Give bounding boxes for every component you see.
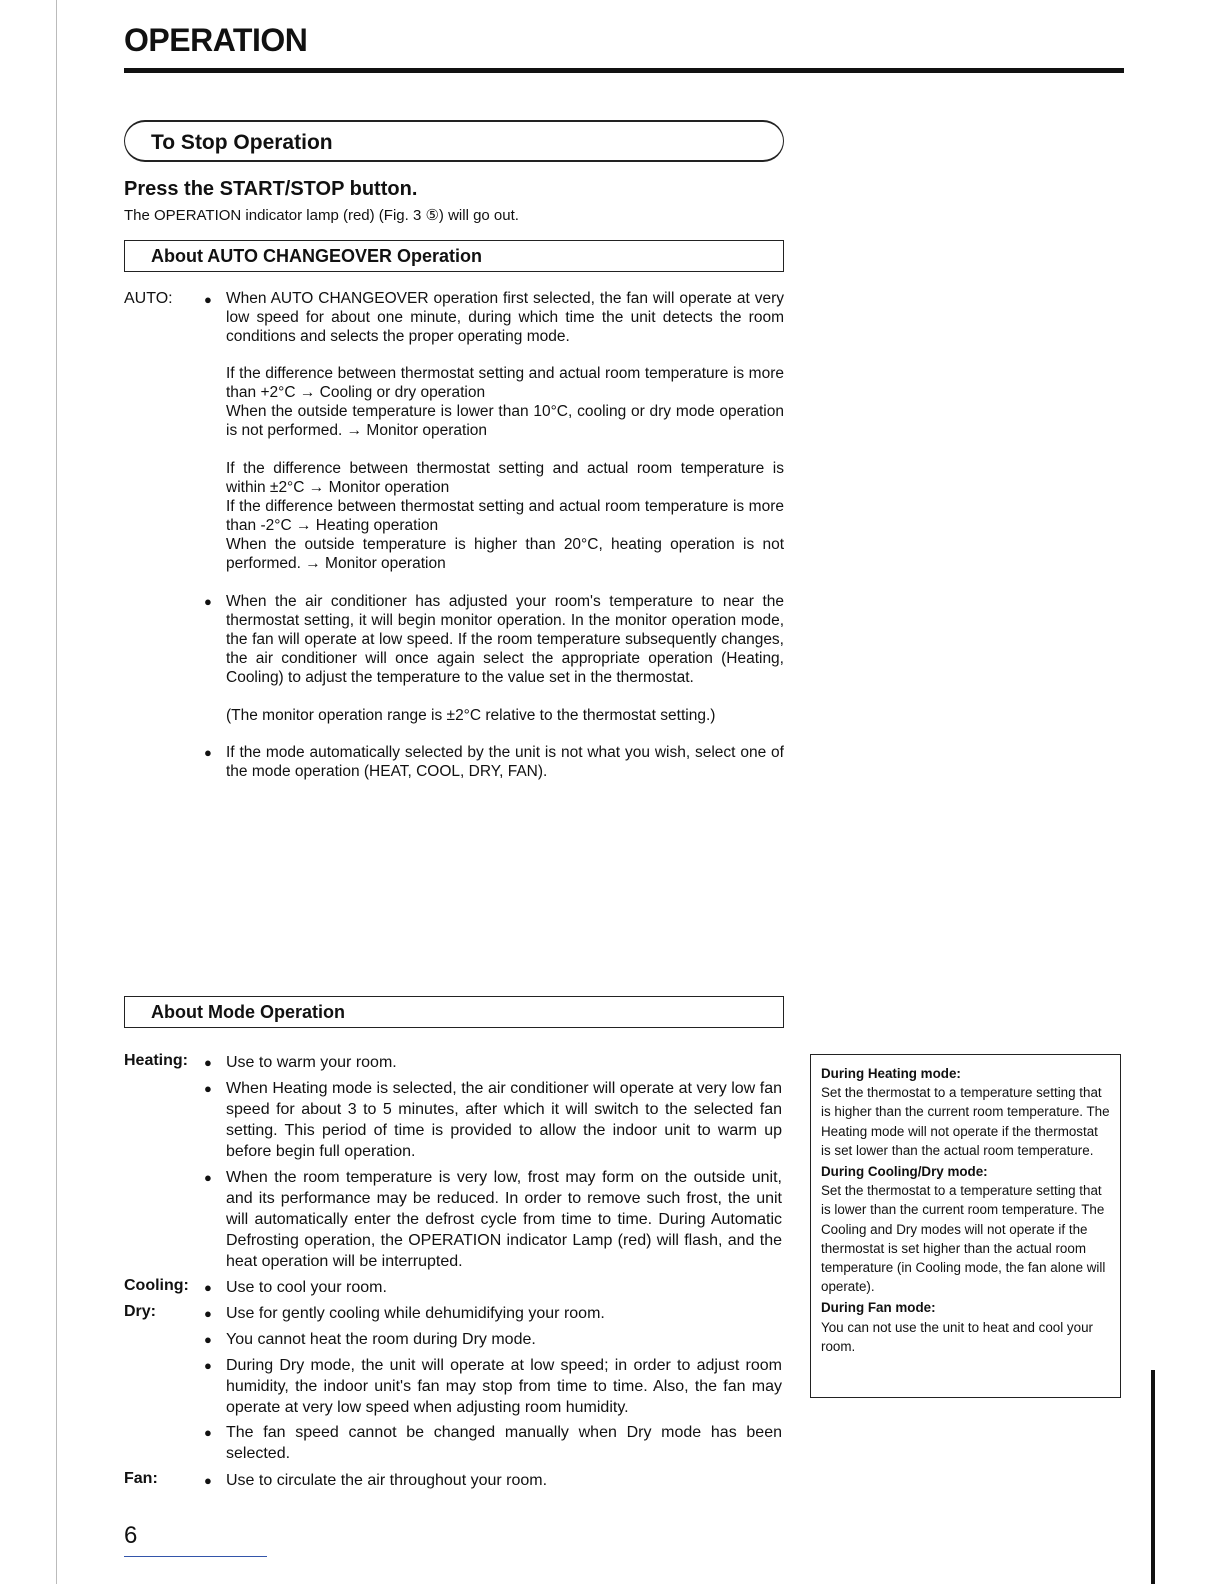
- auto-paragraph-2a: If the difference between thermostat setting and actual room temperature is more than +2°C → Cooling or dry operation: [226, 365, 784, 401]
- page-edge-line: [56, 0, 57, 1584]
- bullet-icon: ●: [204, 1332, 212, 1347]
- auto-paragraph-3c: When the outside temperature is higher than 20°C, heating operation is not performed. → Monitor operation: [226, 536, 784, 572]
- note-cooling-text: Set the thermostat to a temperature setting that is lower than the current room temperature. The Cooling and Dry modes will not operate if the thermostat is set higher than the actual room temperature (in Cooling mode, the fan alone will operate).: [821, 1183, 1106, 1295]
- heating-item-2: When Heating mode is selected, the air conditioner will operate at very low fan speed for about 3 to 5 minutes, after which it will switch to the selected fan setting. This period of time is provided to allow the indoor unit to warm up before begin full operation.: [226, 1080, 782, 1160]
- cooling-label: Cooling:: [124, 1277, 189, 1294]
- bullet-icon: ●: [204, 1358, 212, 1373]
- dry-item-3: During Dry mode, the unit will operate at low speed; in order to adjust room humidity, the indoor unit's fan may stop from time to time. Also, the fan may operate at very low speed when adjusting room humidity.: [226, 1357, 782, 1416]
- dry-label: Dry:: [124, 1303, 157, 1320]
- auto-changeover-heading: [124, 240, 784, 272]
- mode-operation-heading: [124, 996, 784, 1028]
- stop-operation-heading-text: To Stop Operation: [151, 131, 333, 154]
- bullet-icon: ●: [204, 594, 212, 609]
- heating-label: Heating:: [124, 1052, 188, 1069]
- heating-item-1: Use to warm your room.: [226, 1054, 397, 1071]
- note-fan-heading: During Fan mode:: [821, 1300, 936, 1316]
- bullet-icon: ●: [204, 1280, 212, 1295]
- page-title: OPERATION: [124, 22, 308, 58]
- note-heating-text: Set the thermostat to a temperature setting that is higher than the current room temperature. The Heating mode will not operate if the thermostat is set lower than the actual room temperature.: [821, 1085, 1110, 1158]
- press-start-stop-instruction: Press the START/STOP button.: [124, 178, 418, 200]
- auto-label: AUTO:: [124, 290, 173, 307]
- bullet-icon: ●: [204, 1081, 212, 1096]
- bullet-icon: ●: [204, 1055, 212, 1070]
- bullet-icon: ●: [204, 1473, 212, 1488]
- title-rule: [124, 68, 1124, 73]
- fan-item-1: Use to circulate the air throughout your room.: [226, 1472, 548, 1489]
- note-heating-heading: During Heating mode:: [821, 1066, 961, 1081]
- heating-item-3: When the room temperature is very low, frost may form on the outside unit, and its performance may be reduced. In order to remove such frost, the unit will automatically enter the defrost cycle from time to time. During Automatic Defrosting operation, the OPERATION indicator Lamp (red) will flash, and the heat operation will be interrupted.: [226, 1169, 782, 1270]
- bullet-icon: ●: [204, 745, 212, 760]
- auto-changeover-heading-text: About AUTO CHANGEOVER Operation: [151, 246, 483, 266]
- dry-item-1: Use for gently cooling while dehumidifying your room.: [226, 1305, 605, 1322]
- page-edge-bar: [1151, 1370, 1155, 1584]
- auto-paragraph-3a: If the difference between thermostat setting and actual room temperature is within ±2°C → Monitor operation: [226, 460, 784, 496]
- page-number-underline: [124, 1556, 267, 1557]
- bullet-icon: ●: [204, 1170, 212, 1185]
- bullet-icon: ●: [204, 1425, 212, 1440]
- page-number: 6: [124, 1522, 138, 1549]
- note-cooling-heading: During Cooling/Dry mode:: [821, 1164, 988, 1180]
- stop-operation-heading: [124, 120, 784, 162]
- auto-paragraph-4b: (The monitor operation range is ±2°C relative to the thermostat setting.): [226, 707, 716, 724]
- auto-paragraph-2b: When the outside temperature is lower than 10°C, cooling or dry mode operation is not performed. → Monitor operation: [226, 403, 784, 439]
- indicator-lamp-note: The OPERATION indicator lamp (red) (Fig. 3 ⑤) will go out.: [124, 207, 519, 224]
- note-fan-text: You can not use the unit to heat and cool your room.: [821, 1319, 1093, 1354]
- dry-item-2: You cannot heat the room during Dry mode.: [226, 1331, 536, 1348]
- cooling-item-1: Use to cool your room.: [226, 1279, 387, 1296]
- auto-paragraph-1: When AUTO CHANGEOVER operation first selected, the fan will operate at very low speed for about one minute, during which time the unit detects the room conditions and selects the proper operating mode.: [226, 290, 784, 345]
- mode-notes-box: [810, 1054, 1121, 1398]
- bullet-icon: ●: [204, 292, 212, 307]
- auto-paragraph-4: When the air conditioner has adjusted your room's temperature to near the thermostat setting, it will begin monitor operation. In the monitor operation mode, the fan will operate at low speed. If the room temperature subsequently changes, the air conditioner will once again select the appropriate operation (Heating, Cooling) to adjust the temperature to the value set in the thermostat.: [226, 593, 784, 686]
- dry-item-4: The fan speed cannot be changed manually when Dry mode has been selected.: [226, 1424, 782, 1462]
- fan-label: Fan:: [124, 1470, 158, 1487]
- bullet-icon: ●: [204, 1306, 212, 1321]
- auto-paragraph-3b: If the difference between thermostat setting and actual room temperature is more than -2°C → Heating operation: [226, 498, 784, 534]
- mode-operation-heading-text: About Mode Operation: [151, 1002, 345, 1022]
- auto-paragraph-5: If the mode automatically selected by the unit is not what you wish, select one of the mode operation (HEAT, COOL, DRY, FAN).: [226, 744, 784, 780]
